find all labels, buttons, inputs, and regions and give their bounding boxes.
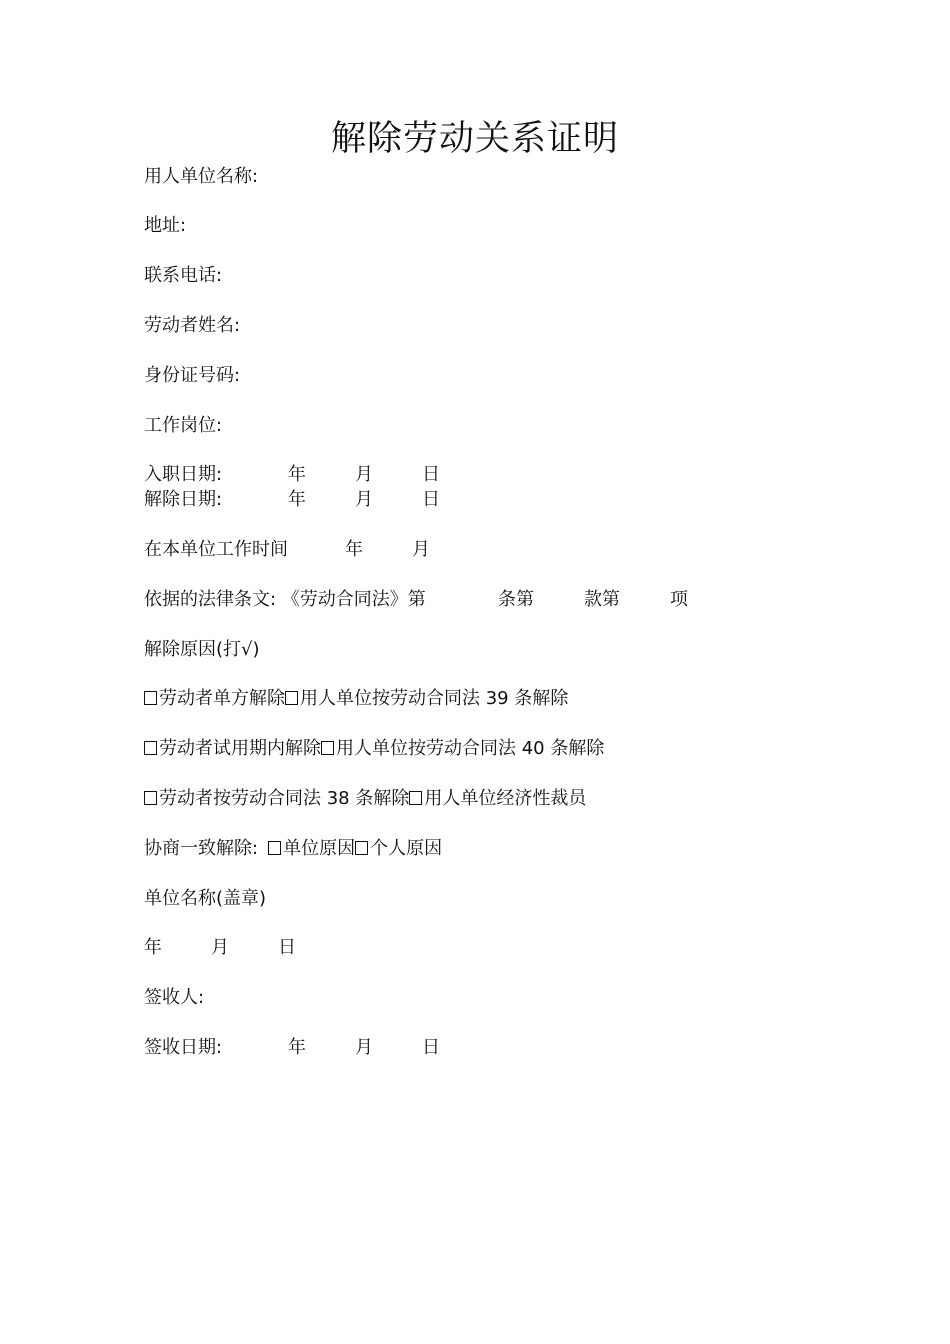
hire-date-day: 日 xyxy=(422,464,440,485)
legal-basis-row xyxy=(144,589,744,611)
position-label: 工作岗位: xyxy=(144,415,223,436)
address-label: 地址: xyxy=(144,215,187,236)
employer-name-label: 用人单位名称: xyxy=(144,166,259,187)
hire-date-month: 月 xyxy=(355,464,373,485)
reason-row-1 xyxy=(144,688,568,710)
legal-basis-item: 项 xyxy=(670,589,688,610)
stamp-date-year: 年 xyxy=(144,937,162,958)
receipt-date-row xyxy=(144,1037,544,1059)
mutual-option-2: 个人原因 xyxy=(370,838,443,859)
termination-date-month: 月 xyxy=(355,489,373,510)
receipt-date-month: 月 xyxy=(355,1037,373,1058)
mutual-option-1: 单位原因 xyxy=(283,838,356,859)
tenure-label: 在本单位工作时间 xyxy=(144,539,288,560)
receipt-date-day: 日 xyxy=(422,1037,440,1058)
reason-text-2: 用人单位按劳动合同法 39 条解除 xyxy=(300,688,569,709)
mutual-checkbox-1[interactable] xyxy=(268,841,281,855)
termination-date-day: 日 xyxy=(422,489,440,510)
receipt-date-label: 签收日期: xyxy=(144,1037,223,1058)
reason-text-4: 用人单位按劳动合同法 40 条解除 xyxy=(336,738,605,759)
tenure-year: 年 xyxy=(345,539,363,560)
phone-label: 联系电话: xyxy=(144,265,223,286)
reason-checkbox-4[interactable] xyxy=(321,741,334,755)
reason-checkbox-6[interactable] xyxy=(409,791,422,805)
reason-row-3 xyxy=(144,788,586,810)
stamp-date-row xyxy=(144,937,344,959)
reason-text-1: 劳动者单方解除 xyxy=(159,688,285,709)
termination-date-label: 解除日期: xyxy=(144,489,223,510)
reason-text-3: 劳动者试用期内解除 xyxy=(159,738,321,759)
stamp-label: 单位名称(盖章) xyxy=(144,888,267,909)
reason-checkbox-2[interactable] xyxy=(285,691,298,705)
recipient-label: 签收人: xyxy=(144,987,205,1008)
receipt-date-year: 年 xyxy=(288,1037,306,1058)
mutual-label: 协商一致解除: xyxy=(144,838,259,859)
reason-row-2 xyxy=(144,738,604,760)
id-number-label: 身份证号码: xyxy=(144,365,241,386)
legal-basis-paragraph: 款第 xyxy=(584,589,620,610)
reason-text-6: 用人单位经济性裁员 xyxy=(424,788,587,809)
worker-name-label: 劳动者姓名: xyxy=(144,315,241,336)
mutual-checkbox-2[interactable] xyxy=(355,841,368,855)
page-title: 解除劳动关系证明 xyxy=(330,119,619,159)
tenure-row xyxy=(144,539,544,561)
hire-date-label: 入职日期: xyxy=(144,464,223,485)
mutual-row xyxy=(144,838,442,860)
tenure-month: 月 xyxy=(412,539,430,560)
stamp-date-day: 日 xyxy=(278,937,296,958)
stamp-date-month: 月 xyxy=(211,937,229,958)
legal-basis-article: 条第 xyxy=(498,589,534,610)
reason-checkbox-5[interactable] xyxy=(144,791,157,805)
reason-label: 解除原因(打√) xyxy=(144,639,260,660)
reason-checkbox-1[interactable] xyxy=(144,691,157,705)
reason-checkbox-3[interactable] xyxy=(144,741,157,755)
hire-date-year: 年 xyxy=(288,464,306,485)
reason-text-5: 劳动者按劳动合同法 38 条解除 xyxy=(159,788,410,809)
termination-date-row xyxy=(144,489,544,511)
termination-date-year: 年 xyxy=(288,489,306,510)
hire-date-row xyxy=(144,464,544,486)
legal-basis-label: 依据的法律条文: 《劳动合同法》第 xyxy=(144,589,426,610)
